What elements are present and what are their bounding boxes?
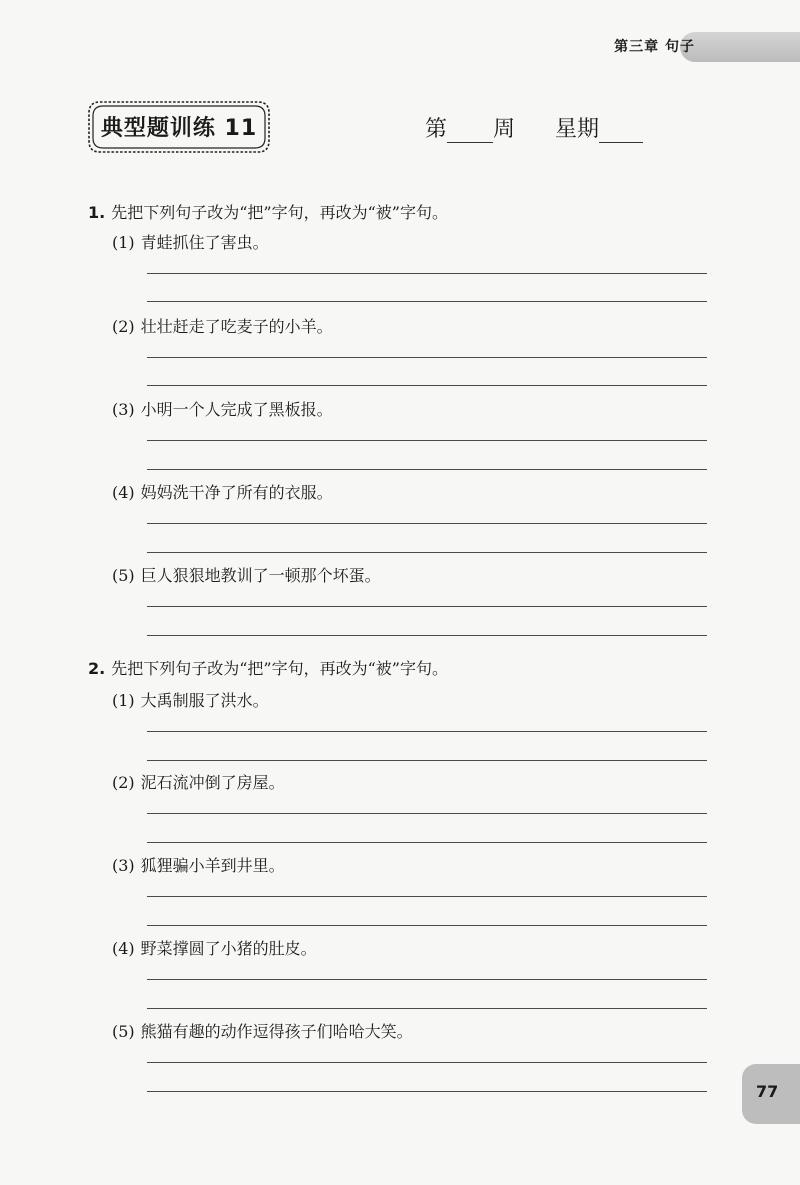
question-2	[88, 656, 448, 679]
answer-line[interactable]	[147, 1062, 707, 1063]
answer-line[interactable]	[147, 731, 707, 732]
item-text: 壮壮赶走了吃麦子的小羊。	[140, 317, 333, 336]
item-number: (3)	[112, 856, 135, 875]
answer-line[interactable]	[147, 842, 707, 843]
list-item	[112, 314, 333, 337]
list-item	[112, 688, 269, 711]
answer-line[interactable]	[147, 813, 707, 814]
list-item	[112, 563, 381, 586]
answer-line[interactable]	[147, 523, 707, 524]
list-item	[112, 1019, 413, 1042]
answer-line[interactable]	[147, 273, 707, 274]
answer-line[interactable]	[147, 1091, 707, 1092]
item-text: 青蛙抓住了害虫。	[140, 233, 269, 252]
page-number: 77	[756, 1082, 779, 1101]
chapter-label: 第三章 句子	[614, 39, 695, 55]
answer-line[interactable]	[147, 301, 707, 302]
item-number: (1)	[112, 691, 135, 710]
answer-line[interactable]	[147, 440, 707, 441]
answer-line[interactable]	[147, 925, 707, 926]
list-item	[112, 853, 285, 876]
item-text: 妈妈洗干净了所有的衣服。	[140, 483, 333, 502]
item-number: (3)	[112, 400, 135, 419]
list-item	[112, 230, 269, 253]
item-text: 巨人狠狠地教训了一顿那个坏蛋。	[140, 566, 381, 585]
answer-line[interactable]	[147, 635, 707, 636]
week-prefix: 第	[425, 117, 448, 142]
item-number: (2)	[112, 773, 135, 792]
answer-line[interactable]	[147, 760, 707, 761]
weekday-blank[interactable]	[599, 120, 643, 143]
answer-line[interactable]	[147, 896, 707, 897]
item-number: (5)	[112, 566, 135, 585]
page-number-tab	[742, 1064, 800, 1124]
list-item	[112, 936, 317, 959]
list-item	[112, 480, 333, 503]
item-text: 狐狸骗小羊到井里。	[140, 856, 285, 875]
item-number: (5)	[112, 1022, 135, 1041]
exercise-title: 典型题训练 11	[100, 116, 258, 141]
item-number: (4)	[112, 483, 135, 502]
week-suffix: 周	[493, 117, 516, 142]
question-number: 2.	[88, 659, 106, 678]
answer-line[interactable]	[147, 385, 707, 386]
question-number: 1.	[88, 203, 106, 222]
item-text: 泥石流冲倒了房屋。	[140, 773, 285, 792]
answer-line[interactable]	[147, 357, 707, 358]
item-text: 野菜撑圆了小猪的肚皮。	[140, 939, 317, 958]
item-text: 大禹制服了洪水。	[140, 691, 269, 710]
question-prompt: 先把下列句子改为“把”字句，再改为“被”字句。	[111, 659, 448, 678]
weekday-prefix: 星期	[555, 117, 600, 142]
item-text: 小明一个人完成了黑板报。	[140, 400, 333, 419]
list-item	[112, 770, 285, 793]
question-1	[88, 200, 448, 223]
item-number: (2)	[112, 317, 135, 336]
answer-line[interactable]	[147, 469, 707, 470]
answer-line[interactable]	[147, 979, 707, 980]
week-blank[interactable]	[447, 120, 493, 143]
answer-line[interactable]	[147, 606, 707, 607]
item-number: (4)	[112, 939, 135, 958]
item-text: 熊猫有趣的动作逗得孩子们哈哈大笑。	[140, 1022, 413, 1041]
chapter-header	[580, 30, 800, 64]
answer-line[interactable]	[147, 1008, 707, 1009]
item-number: (1)	[112, 233, 135, 252]
chapter-tab-shape	[680, 32, 800, 62]
date-line	[425, 112, 643, 143]
answer-line[interactable]	[147, 552, 707, 553]
list-item	[112, 397, 333, 420]
exercise-title-box	[86, 99, 272, 155]
question-prompt: 先把下列句子改为“把”字句，再改为“被”字句。	[111, 203, 448, 222]
